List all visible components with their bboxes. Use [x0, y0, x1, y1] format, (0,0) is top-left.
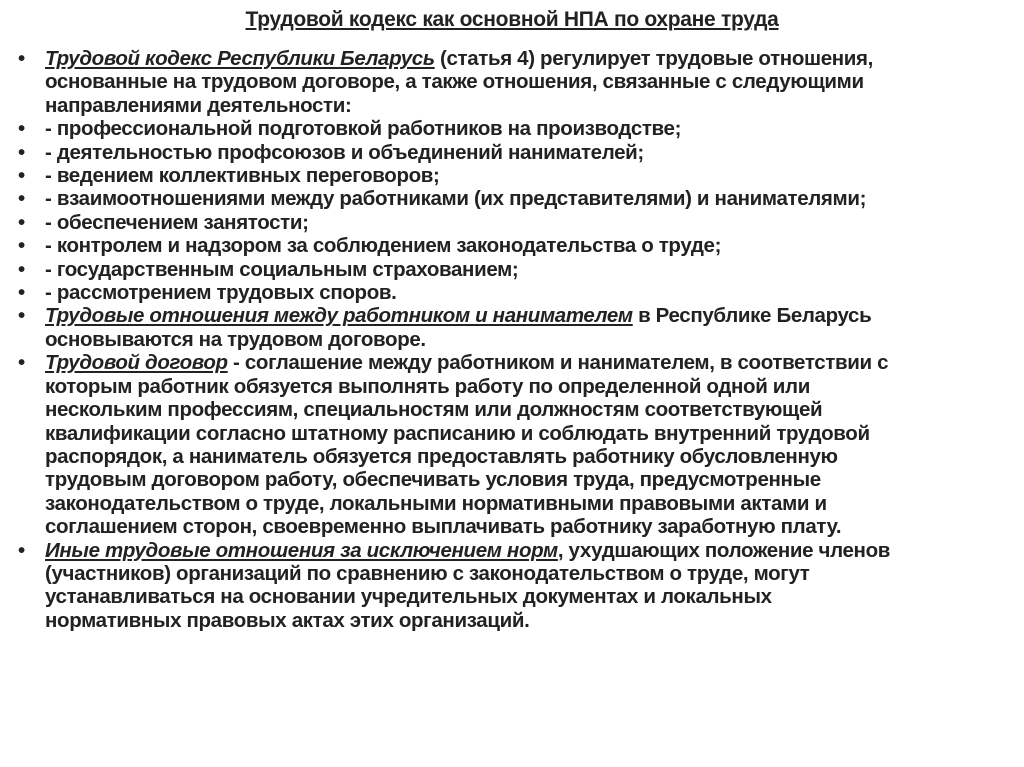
bullet-icon: • [18, 164, 25, 188]
bullet-icon: • [18, 140, 25, 164]
item-text: - соглашение между работником и нанимателем, в соответствии с [227, 351, 889, 375]
item-text: - государственным социальным страхованием; [45, 257, 519, 281]
item-text: , ухудшающих положение членов [557, 538, 891, 562]
item-term: Трудовой кодекс Республики Беларусь [45, 47, 435, 70]
item-line: основываются на трудовом договоре. [45, 327, 426, 351]
item-first-line [45, 281, 1018, 304]
bullet-item [18, 539, 1018, 633]
bullet-item [18, 187, 1018, 210]
item-text: - контролем и надзором за соблюдением законодательства о труде; [45, 234, 722, 258]
item-text: в Республике Беларусь [632, 304, 872, 328]
bullet-item [18, 117, 1018, 140]
bullet-list [18, 47, 1018, 632]
bullet-icon: • [18, 117, 25, 141]
bullet-item [18, 281, 1018, 304]
slide-title: Трудовой кодекс как основной НПА по охране труда [245, 8, 779, 31]
item-first-line [45, 351, 1018, 374]
item-line: квалификации согласно штатному расписанию и соблюдать внутренний трудовой [45, 421, 870, 445]
item-first-line [45, 187, 1018, 210]
bullet-icon: • [18, 281, 25, 305]
bullet-item [18, 47, 1018, 117]
bullet-icon: • [18, 187, 25, 211]
item-first-line [45, 234, 1018, 257]
item-line: нормативных правовых актах этих организаций. [45, 608, 530, 632]
item-line: основанные на трудовом договоре, а также отношения, связанные с следующими [45, 70, 864, 94]
item-first-line [45, 141, 1018, 164]
item-text: - деятельностью профсоюзов и объединений нанимателей; [45, 140, 644, 164]
bullet-icon: • [18, 351, 25, 375]
bullet-icon: • [18, 538, 25, 562]
item-first-line [45, 258, 1018, 281]
item-text: - взаимоотношениями между работниками (их представителями) и нанимателями; [45, 187, 867, 211]
item-first-line [45, 211, 1018, 234]
item-text: (статья 4) регулирует трудовые отношения, [434, 47, 874, 70]
item-line: которым работник обязуется выполнять работу по определенной одной или [45, 374, 810, 398]
item-line: соглашением сторон, своевременно выплачивать работнику заработную плату. [45, 515, 842, 539]
bullet-item [18, 234, 1018, 257]
bullet-icon: • [18, 47, 25, 70]
item-line: направлениями деятельности: [45, 93, 352, 117]
item-first-line [45, 117, 1018, 140]
bullet-icon: • [18, 304, 25, 328]
bullet-item [18, 351, 1018, 538]
item-text: - профессиональной подготовкой работников на производстве; [45, 117, 682, 141]
item-line: распорядок, а наниматель обязуется предоставлять работнику обусловленную [45, 444, 838, 468]
item-first-line [45, 304, 1018, 327]
item-term: Трудовой договор [45, 351, 228, 375]
item-first-line [45, 164, 1018, 187]
bullet-item [18, 211, 1018, 234]
bullet-icon: • [18, 257, 25, 281]
item-first-line [45, 539, 1018, 562]
item-line: (участников) организаций по сравнению с законодательством о труде, могут [45, 561, 810, 585]
bullet-item [18, 164, 1018, 187]
item-line: нескольким профессиям, специальностям или должностям соответствующей [45, 398, 823, 422]
bullet-icon: • [18, 210, 25, 234]
bullet-item [18, 304, 1018, 351]
bullet-item [18, 258, 1018, 281]
item-text: - ведением коллективных переговоров; [45, 164, 440, 188]
item-first-line [45, 47, 1018, 70]
item-line: устанавливаться на основании учредительных документах и локальных [45, 585, 772, 609]
item-term: Иные трудовые отношения за исключением норм [45, 538, 558, 562]
item-line: трудовым договором работу, обеспечивать условия труда, предусмотренные [45, 468, 821, 492]
bullet-item [18, 141, 1018, 164]
bullet-icon: • [18, 234, 25, 258]
item-text: - рассмотрением трудовых споров. [45, 281, 397, 305]
item-term: Трудовые отношения между работником и нанимателем [45, 304, 633, 328]
item-line: законодательством о труде, локальными нормативными правовыми актами и [45, 491, 827, 515]
item-text: - обеспечением занятости; [45, 210, 309, 234]
